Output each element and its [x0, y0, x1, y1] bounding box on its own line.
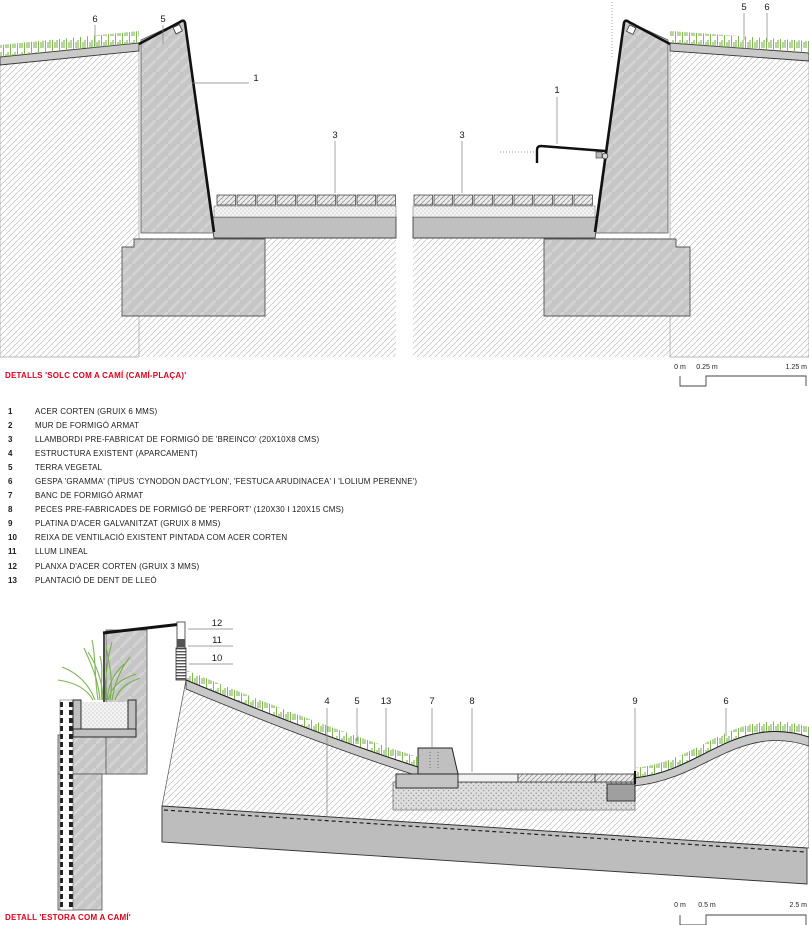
scalebar-label: 1.25 m [785, 364, 807, 371]
annotation-label: 13 [380, 696, 392, 707]
legend-item [8, 489, 417, 503]
legend-text: LLUM LINEAL [35, 547, 88, 557]
scalebar-label: 0 m [674, 364, 686, 371]
legend-number: 2 [8, 420, 13, 430]
legend-text: PLATINA D'ACER GALVANITZAT (GRUIX 8 MMS) [35, 519, 221, 529]
legend-text: LLAMBORDI PRE-FABRICAT DE FORMIGÓ DE 'BREINCO' (20X10X8 CMS) [35, 434, 320, 444]
bench-base [396, 774, 458, 788]
right-footing [544, 239, 690, 316]
annotation-label: 7 [429, 696, 435, 707]
annotation-label: 1 [253, 73, 259, 84]
legend-text: PLANTACIÓ DE DENT DE LLEÓ [35, 575, 157, 585]
legend-item [8, 517, 417, 531]
legend-text: BANC DE FORMIGÓ ARMAT [35, 491, 144, 501]
existing-slab [413, 217, 598, 238]
annotation-label: 5 [354, 696, 360, 707]
scalebar-label: 0.5 m [698, 902, 716, 909]
sand-bed [214, 206, 396, 217]
legend-text: REIXA DE VENTILACIÓ EXISTENT PINTADA COM ACER CORTEN [35, 533, 288, 543]
scalebar-bar [670, 912, 809, 925]
legend-text: PLANXA D'ACER CORTEN (GRUIX 3 MMS) [35, 561, 200, 571]
annotation-label: 3 [332, 130, 338, 141]
ventilation-grille [176, 648, 186, 680]
legend-number: 11 [8, 547, 17, 557]
annotation-label: 4 [324, 696, 330, 707]
annotation-label: 6 [764, 2, 770, 13]
annotation-label: 11 [212, 635, 222, 646]
legend-item [8, 446, 417, 460]
legend-item [8, 432, 417, 446]
steel-bench [500, 146, 608, 163]
paver-blocks [217, 195, 396, 205]
right-corten-wall [595, 2, 670, 233]
legend-number: 9 [8, 519, 13, 529]
perfort-piece [595, 774, 634, 782]
planter [73, 700, 136, 737]
existing-slab [211, 217, 396, 238]
linear-light [177, 639, 185, 647]
legend-number: 7 [8, 491, 13, 501]
perfort-piece [518, 774, 595, 782]
annotation-label: 6 [723, 696, 729, 707]
legend-item [8, 573, 417, 587]
bottom-annotation-numbers [212, 618, 729, 707]
annotation-label: 6 [92, 14, 98, 25]
paver-blocks [414, 195, 593, 205]
path-buildup [393, 748, 635, 810]
scalebar-bar [670, 373, 809, 389]
legend-item [8, 559, 417, 573]
legend-item [8, 531, 417, 545]
legend-item [8, 418, 417, 432]
legend-number: 10 [8, 533, 17, 543]
materials-legend [8, 404, 417, 587]
legend-number: 8 [8, 505, 13, 515]
scalebar-label: 2.5 m [789, 902, 807, 909]
legend-text: MUR DE FORMIGÓ ARMAT [35, 420, 140, 430]
scalebar-label: 0 m [674, 902, 686, 909]
perfort-piece [450, 774, 518, 782]
legend-number: 4 [8, 448, 13, 458]
caption-bottom-detail: DETALL 'ESTORA COM A CAMÍ' [5, 913, 131, 922]
caption-top-detail: DETALLS 'SOLC COM A CAMÍ (CAMÍ-PLAÇA)' [5, 371, 187, 380]
annotation-label: 9 [632, 696, 638, 707]
legend-text: ESTRUCTURA EXISTENT (APARCAMENT) [35, 448, 198, 458]
legend-item [8, 474, 417, 488]
left-footing [122, 239, 265, 316]
annotation-label: 5 [741, 2, 747, 13]
vent-squares-column [60, 700, 73, 910]
legend-item [8, 404, 417, 418]
right-pavement [413, 195, 598, 238]
legend-number: 1 [8, 406, 13, 416]
legend-text: ACER CORTEN (GRUIX 6 MMS) [35, 406, 158, 416]
bottom-detail-drawing [0, 612, 809, 918]
legend-item [8, 460, 417, 474]
sand-bed [413, 206, 595, 217]
left-corten-wall [139, 20, 214, 233]
legend-number: 6 [8, 477, 13, 487]
left-wall-assembly [58, 622, 186, 910]
annotation-label: 8 [469, 696, 475, 707]
annotation-label: 1 [554, 85, 560, 96]
top-detail-drawing [0, 0, 809, 362]
legend-text: GESPA 'GRAMMA' (TIPUS 'CYNODON DACTYLON', 'FESTUCA ARUDINACEA' I 'LOLIUM PERENNE') [35, 477, 418, 487]
legend-number: 13 [8, 575, 17, 585]
legend-number: 3 [8, 434, 13, 444]
planter-soil [81, 702, 128, 732]
legend-item [8, 545, 417, 559]
left-pavement [211, 195, 396, 238]
legend-item [8, 503, 417, 517]
scalebar-label: 0.25 m [696, 364, 718, 371]
annotation-label: 5 [160, 14, 166, 25]
annotation-label: 10 [211, 653, 223, 664]
edge-block [607, 784, 635, 801]
annotation-label: 3 [459, 130, 465, 141]
legend-text: TERRA VEGETAL [35, 462, 103, 472]
legend-number: 12 [8, 561, 17, 571]
annotation-label: 12 [211, 618, 223, 629]
legend-number: 5 [8, 462, 13, 472]
legend-text: PECES PRE-FABRICADES DE FORMIGÓ DE 'PERFORT' (120X30 I 120X15 CMS) [35, 505, 344, 515]
